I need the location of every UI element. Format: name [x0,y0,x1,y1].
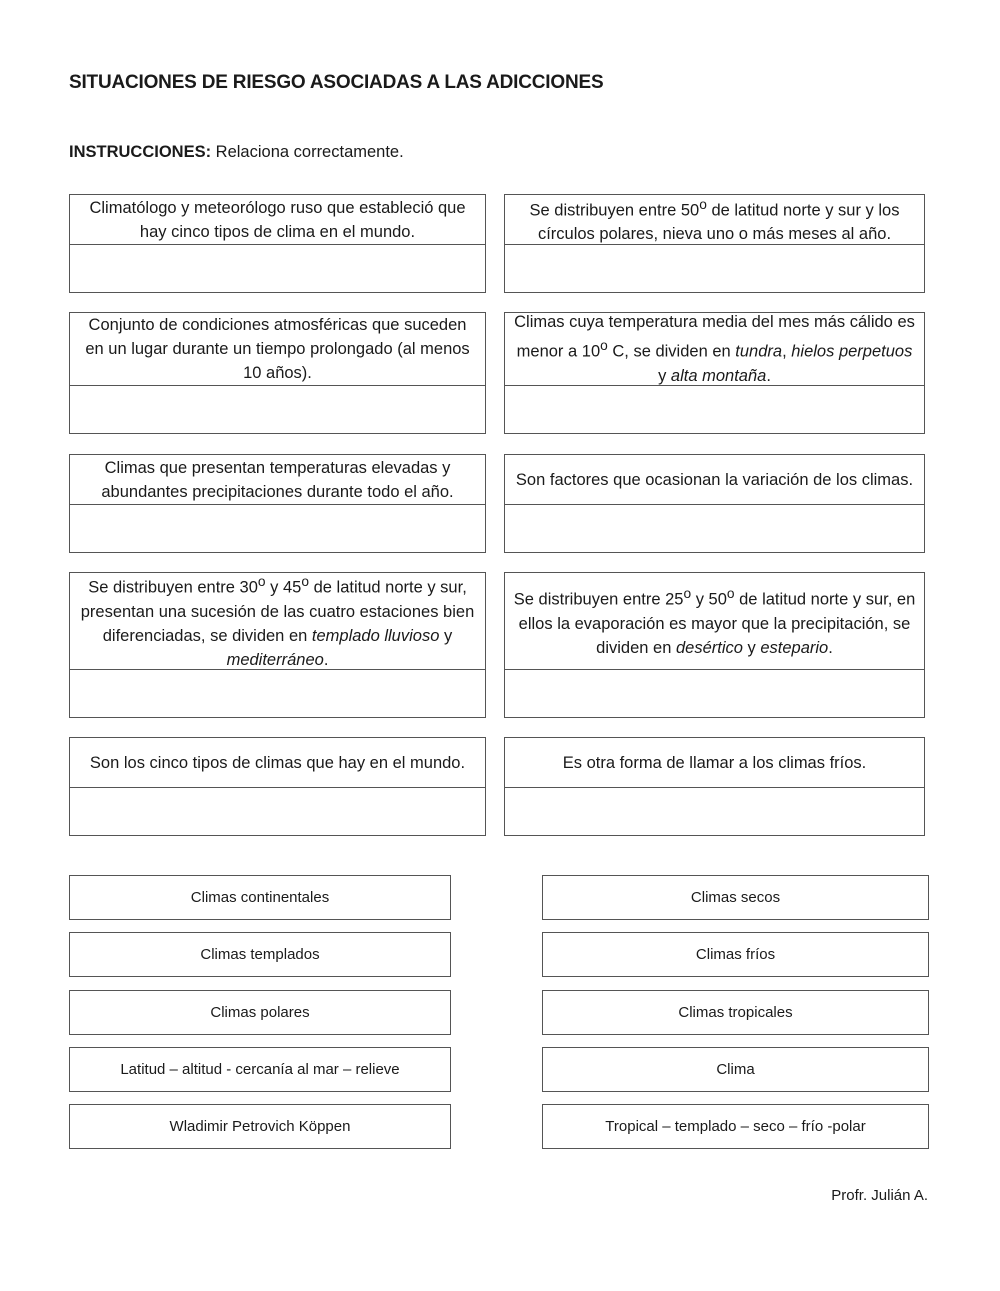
question-text-10: Es otra forma de llamar a los climas fríos. [562,753,867,772]
question-card-4 [504,312,925,434]
page-title: SITUACIONES DE RIESGO ASOCIADAS A LAS ADICCIONES [69,72,604,93]
question-card-3 [69,312,486,434]
option-climas-polares[interactable]: Climas polares [69,990,451,1035]
option-koppen[interactable]: Wladimir Petrovich Köppen [69,1104,451,1149]
question-text-9: Son los cinco tipos de climas que hay en el mundo. [89,753,466,772]
option-cinco-tipos[interactable]: Tropical – templado – seco – frío -polar [542,1104,929,1149]
question-text-3: Conjunto de condiciones atmosféricas que suceden en un lugar durante un tiempo prolongado (al menos 10 años). [85,316,470,382]
answer-slot-10[interactable] [505,788,924,835]
question-text-2: Se distribuyen entre 50$^o$ de latitud norte y sur y los círculos polares, nieva uno o más meses al año. [529,196,900,244]
question-card-6 [504,454,925,553]
option-climas-frios[interactable]: Climas fríos [542,932,929,977]
question-text-7: Se distribuyen entre 30$^o$ y 45$^o$ de latitud norte y sur, presentan una sucesión de las cuatro estaciones bien diferenciadas, se dividen en templado lluvioso y mediterráneo. [80,574,475,669]
question-text-6: Son factores que ocasionan la variación de los climas. [515,470,914,489]
instructions-text: Relaciona correctamente. [211,143,404,161]
option-climas-tropicales[interactable]: Climas tropicales [542,990,929,1035]
question-card-10 [504,737,925,836]
question-text-4: Climas cuya temperatura media del mes más cálido es menor a 10$^o$ C, se dividen en tundra, hielos perpetuos y alta montaña. [514,313,915,385]
answer-slot-4[interactable] [505,386,924,433]
answer-slot-8[interactable] [505,670,924,717]
instructions-label: INSTRUCCIONES: [69,143,212,161]
question-card-8 [504,572,925,718]
question-card-1 [69,194,486,293]
option-factores-clima[interactable]: Latitud – altitud - cercanía al mar – relieve [69,1047,451,1092]
answer-slot-5[interactable] [70,505,485,552]
question-card-5 [69,454,486,553]
option-climas-templados[interactable]: Climas templados [69,932,451,977]
answer-slot-7[interactable] [70,670,485,717]
question-text-1: Climatólogo y meteorólogo ruso que estableció que hay cinco tipos de clima en el mundo. [89,198,466,241]
question-card-2 [504,194,925,293]
answer-slot-9[interactable] [70,788,485,835]
question-text-5: Climas que presentan temperaturas elevadas y abundantes precipitaciones durante todo el año. [101,458,454,501]
answer-slot-2[interactable] [505,245,924,292]
instructions [69,143,404,162]
question-card-9 [69,737,486,836]
option-clima[interactable]: Clima [542,1047,929,1092]
question-text-8: Se distribuyen entre 25$^o$ y 50$^o$ de latitud norte y sur, en ellos la evaporación es mayor que la precipitación, se dividen en desértico y estepario. [513,586,916,657]
option-climas-continentales[interactable]: Climas continentales [69,875,451,920]
answer-slot-3[interactable] [70,386,485,433]
answer-slot-1[interactable] [70,245,485,292]
option-climas-secos[interactable]: Climas secos [542,875,929,920]
question-card-7 [69,572,486,718]
answer-slot-6[interactable] [505,505,924,552]
author-signature: Profr. Julián A. [831,1187,928,1204]
